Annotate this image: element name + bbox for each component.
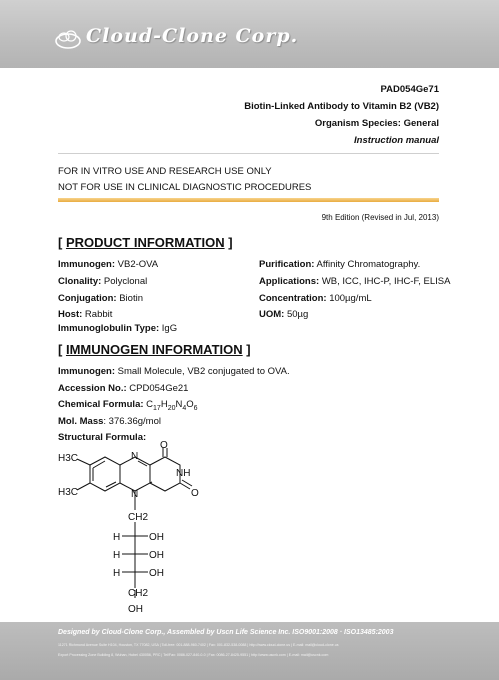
divider-rule	[58, 153, 439, 154]
product-information-heading: [ PRODUCT INFORMATION ]	[58, 235, 233, 250]
oxygen-right-label: O	[191, 488, 199, 499]
h-label-2: H	[113, 550, 121, 561]
field-accession: Accession No.: CPD054Ge21	[58, 383, 189, 394]
orange-divider	[58, 198, 439, 202]
manual-type: Instruction manual	[354, 135, 439, 146]
organism-species: Organism Species: General	[314, 118, 439, 129]
h-label-1: H	[113, 532, 121, 543]
oh-label-1: OH	[149, 532, 164, 543]
oh-bottom-label: OH	[128, 604, 143, 615]
methyl-bottom-label: H3C	[58, 487, 79, 498]
field-immunogen-detail: Immunogen: Small Molecule, VB2 conjugated to OVA.	[58, 366, 290, 377]
cloud-logo-icon	[55, 28, 81, 50]
company-logo-text: Cloud-Clone Corp.	[86, 25, 299, 47]
field-chemical-formula: Chemical Formula: $C_{17}H_{20}N_4O_6$	[58, 399, 198, 412]
footer-banner	[0, 622, 499, 680]
field-host: Host: Rabbit	[58, 309, 113, 320]
field-uom: UOM: 50µg	[259, 309, 309, 320]
oh-label-2: OH	[149, 550, 164, 561]
footer-address-cn: Export Processing Zone Building 8, Wuhan, Hubei 430056, PRC | Tel/Fax: 0086-027-840-0-0 | Fax: 0086-27-8425-9551 | http://www.uscnk.com | E-mail: mail@uscnk.com	[58, 653, 329, 657]
methyl-top-label: H3C	[58, 453, 79, 464]
ch2-bottom-label: CH2	[128, 588, 149, 599]
field-concentration: Concentration: 100µg/mL	[259, 293, 372, 304]
field-conjugation: Conjugation: Biotin	[58, 293, 143, 304]
h-label-3: H	[113, 568, 121, 579]
field-immunogen: Immunogen: VB2-OVA	[58, 259, 159, 270]
ring-nitrogen-bottom-label: N	[131, 489, 139, 500]
oh-label-3: OH	[149, 568, 164, 579]
ruo-notice-2: NOT FOR USE IN CLINICAL DIAGNOSTIC PROCEDURES	[58, 182, 312, 193]
field-immunoglobulin-type: Immunoglobulin Type: IgG	[58, 323, 178, 334]
field-structural-formula: Structural Formula:	[58, 432, 147, 443]
oxygen-top-label: O	[160, 440, 168, 451]
ch2-top-label: CH2	[128, 512, 149, 523]
nh-label: NH	[176, 468, 191, 479]
product-code: PAD054Ge71	[380, 84, 439, 95]
field-purification: Purification: Affinity Chromatography.	[259, 259, 421, 270]
immunogen-information-heading: [ IMMUNOGEN INFORMATION ]	[58, 342, 251, 357]
structural-formula-diagram	[50, 440, 220, 618]
footer-address-us: 11271 Richmond Avenue Suite H104, Houston, TX 77082, USA | Toll-free: 001-888-960-7402 | Fax: 001-832-538-0088 | http://www.cloud-clone.us | E-mail: mail@cloud-clone.us	[58, 643, 339, 647]
edition-note: 9th Edition (Revised in Jul, 2013)	[321, 213, 439, 222]
field-mol-mass: Mol. Mass: 376.36g/mol	[58, 416, 161, 427]
field-applications: Applications: WB, ICC, IHC-P, IHC-F, ELISA	[259, 276, 451, 287]
ring-nitrogen-label: N	[131, 451, 139, 462]
field-clonality: Clonality: Polyclonal	[58, 276, 148, 287]
ruo-notice-1: FOR IN VITRO USE AND RESEARCH USE ONLY	[58, 166, 272, 177]
header-banner	[0, 0, 499, 68]
footer-designed-by: Designed by Cloud-Clone Corp., Assembled by Uscn Life Science Inc. ISO9001:2008 · ISO13485:2003	[58, 629, 394, 636]
product-name: Biotin-Linked Antibody to Vitamin B2 (VB2)	[244, 101, 439, 112]
